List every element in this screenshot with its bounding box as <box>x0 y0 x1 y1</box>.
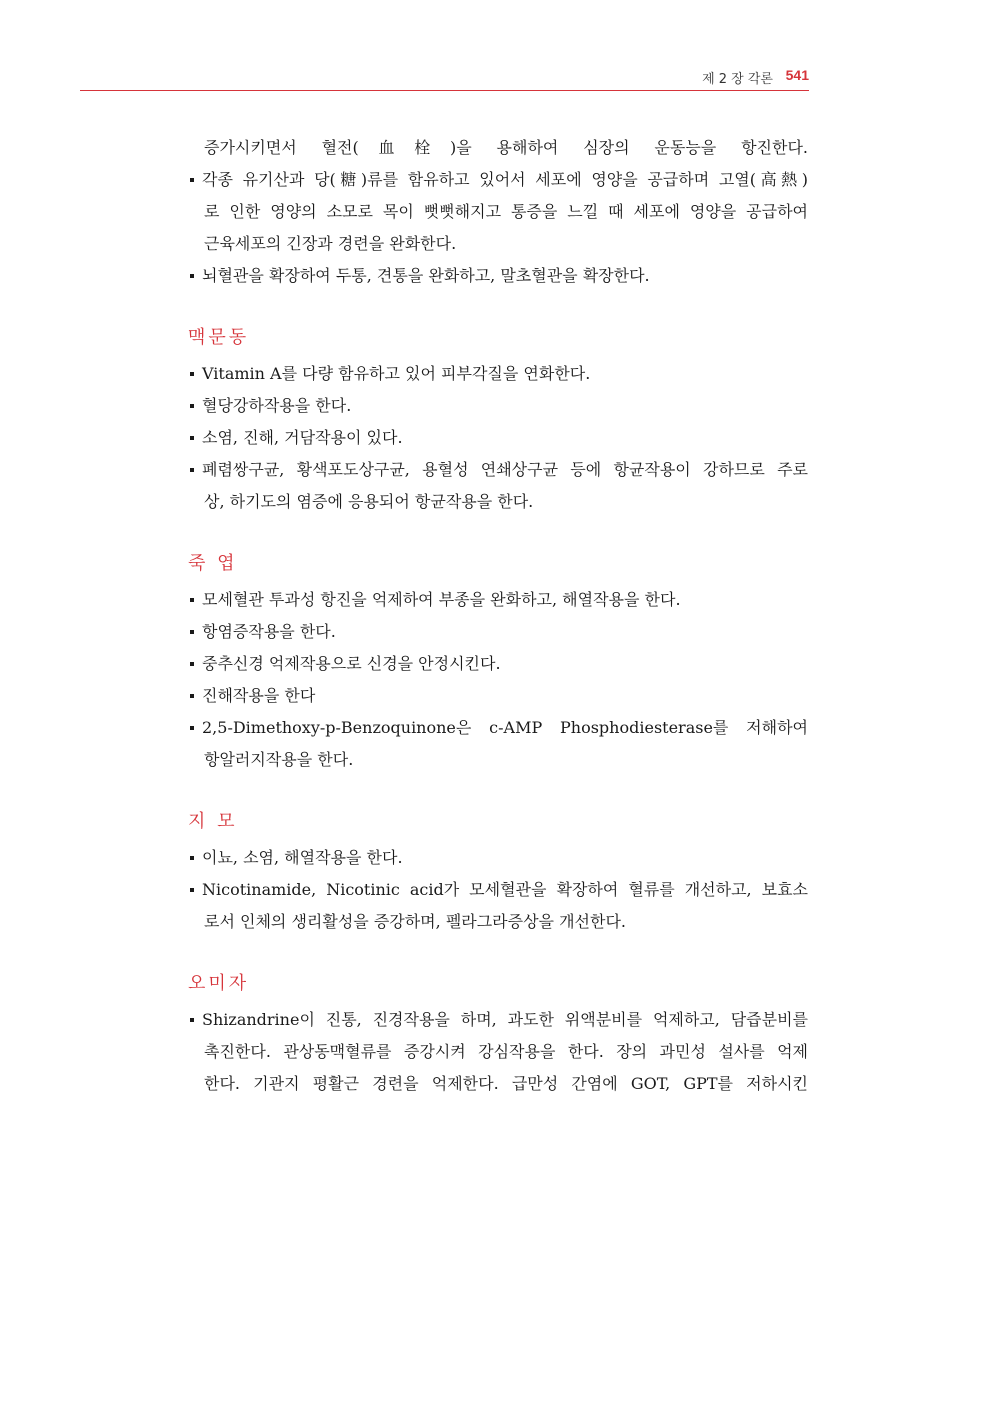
bullet-item <box>188 842 808 874</box>
bullet-icon <box>190 468 194 472</box>
bullet-icon <box>190 662 194 666</box>
section-title-maekmundong: 맥문동 <box>188 327 250 348</box>
bullet-text: Nicotinamide, Nicotinic acid가 모세혈관을 확장하여 혈류를 개선하고, 보효소 <box>202 880 808 899</box>
chapter-title: 제 2 장 각론 <box>702 72 773 87</box>
page-body <box>188 132 808 1100</box>
section-omija <box>188 1004 808 1100</box>
section-title-jugyeop: 죽 엽 <box>188 553 238 574</box>
bullet-text: 항염증작용을 한다. <box>202 622 336 641</box>
bullet-text: Shizandrine이 진통, 진경작용을 하며, 과도한 위액분비를 억제하고, 담즙분비를 <box>202 1010 808 1029</box>
bullet-icon <box>190 694 194 698</box>
text-line: 로서 인체의 생리활성을 증강하며, 펠라그라증상을 개선한다. <box>204 912 627 931</box>
page-number: 541 <box>785 67 809 83</box>
section-jugyeop <box>188 584 808 776</box>
bullet-item <box>188 874 808 906</box>
section-jimo <box>188 842 808 938</box>
bullet-item <box>188 164 808 196</box>
section-title-jimo: 지 모 <box>188 811 238 832</box>
bullet-item <box>188 648 808 680</box>
bullet-item <box>188 584 808 616</box>
bullet-item <box>188 712 808 744</box>
text-line: 상, 하기도의 염증에 응용되어 항균작용을 한다. <box>204 492 534 511</box>
text-line: 근육세포의 긴장과 경련을 완화한다. <box>204 234 457 253</box>
bullet-text: 혈당강하작용을 한다. <box>202 396 352 415</box>
bullet-item <box>188 358 808 390</box>
bullet-icon <box>190 726 194 730</box>
bullet-icon <box>190 888 194 892</box>
bullet-text: Vitamin A를 다량 함유하고 있어 피부각질을 연화한다. <box>202 364 591 383</box>
bullet-item <box>188 422 808 454</box>
bullet-text: 뇌혈관을 확장하여 두통, 견통을 완화하고, 말초혈관을 확장한다. <box>202 266 650 285</box>
intro-block <box>188 132 808 292</box>
bullet-icon <box>190 372 194 376</box>
bullet-icon <box>190 404 194 408</box>
bullet-item <box>188 454 808 486</box>
bullet-text: 폐렴쌍구균, 황색포도상구균, 용혈성 연쇄상구균 등에 항균작용이 강하므로 주로 <box>202 460 808 479</box>
bullet-icon <box>190 598 194 602</box>
section-maekmundong <box>188 358 808 518</box>
bullet-item <box>188 260 808 292</box>
bullet-text: 각종 유기산과 당(糖)류를 함유하고 있어서 세포에 영양을 공급하며 고열(高熱) <box>202 170 808 189</box>
text-line: 항알러지작용을 한다. <box>204 750 354 769</box>
bullet-item <box>188 616 808 648</box>
bullet-item <box>188 680 808 712</box>
bullet-item <box>188 1004 808 1036</box>
text-line: 촉진한다. 관상동맥혈류를 증강시켜 강심작용을 한다. 장의 과민성 설사를 억제 <box>204 1042 808 1061</box>
bullet-text: 이뇨, 소염, 해열작용을 한다. <box>202 848 403 867</box>
bullet-icon <box>190 436 194 440</box>
section-title-omija: 오미자 <box>188 973 250 994</box>
page-header <box>80 66 809 91</box>
bullet-icon <box>190 178 194 182</box>
text-line: 로 인한 영양의 소모로 목이 뻣뻣해지고 통증을 느낄 때 세포에 영양을 공급하여 <box>204 202 808 221</box>
text-line: 한다. 기관지 평활근 경련을 억제한다. 급만성 간염에 GOT, GPT를 저하시킨 <box>204 1074 808 1093</box>
bullet-icon <box>190 274 194 278</box>
bullet-icon <box>190 856 194 860</box>
bullet-text: 소염, 진해, 거담작용이 있다. <box>202 428 403 447</box>
bullet-icon <box>190 1018 194 1022</box>
bullet-item <box>188 390 808 422</box>
bullet-text: 중추신경 억제작용으로 신경을 안정시킨다. <box>202 654 501 673</box>
text-line: 증가시키면서 혈전(血栓)을 용해하여 심장의 운동능을 항진한다. <box>204 138 808 157</box>
bullet-icon <box>190 630 194 634</box>
bullet-text: 진해작용을 한다 <box>202 686 316 705</box>
bullet-text: 모세혈관 투과성 항진을 억제하여 부종을 완화하고, 해열작용을 한다. <box>202 590 681 609</box>
bullet-text: 2,5-Dimethoxy-p-Benzoquinone은 c-AMP Phosphodiesterase를 저해하여 <box>202 718 808 737</box>
